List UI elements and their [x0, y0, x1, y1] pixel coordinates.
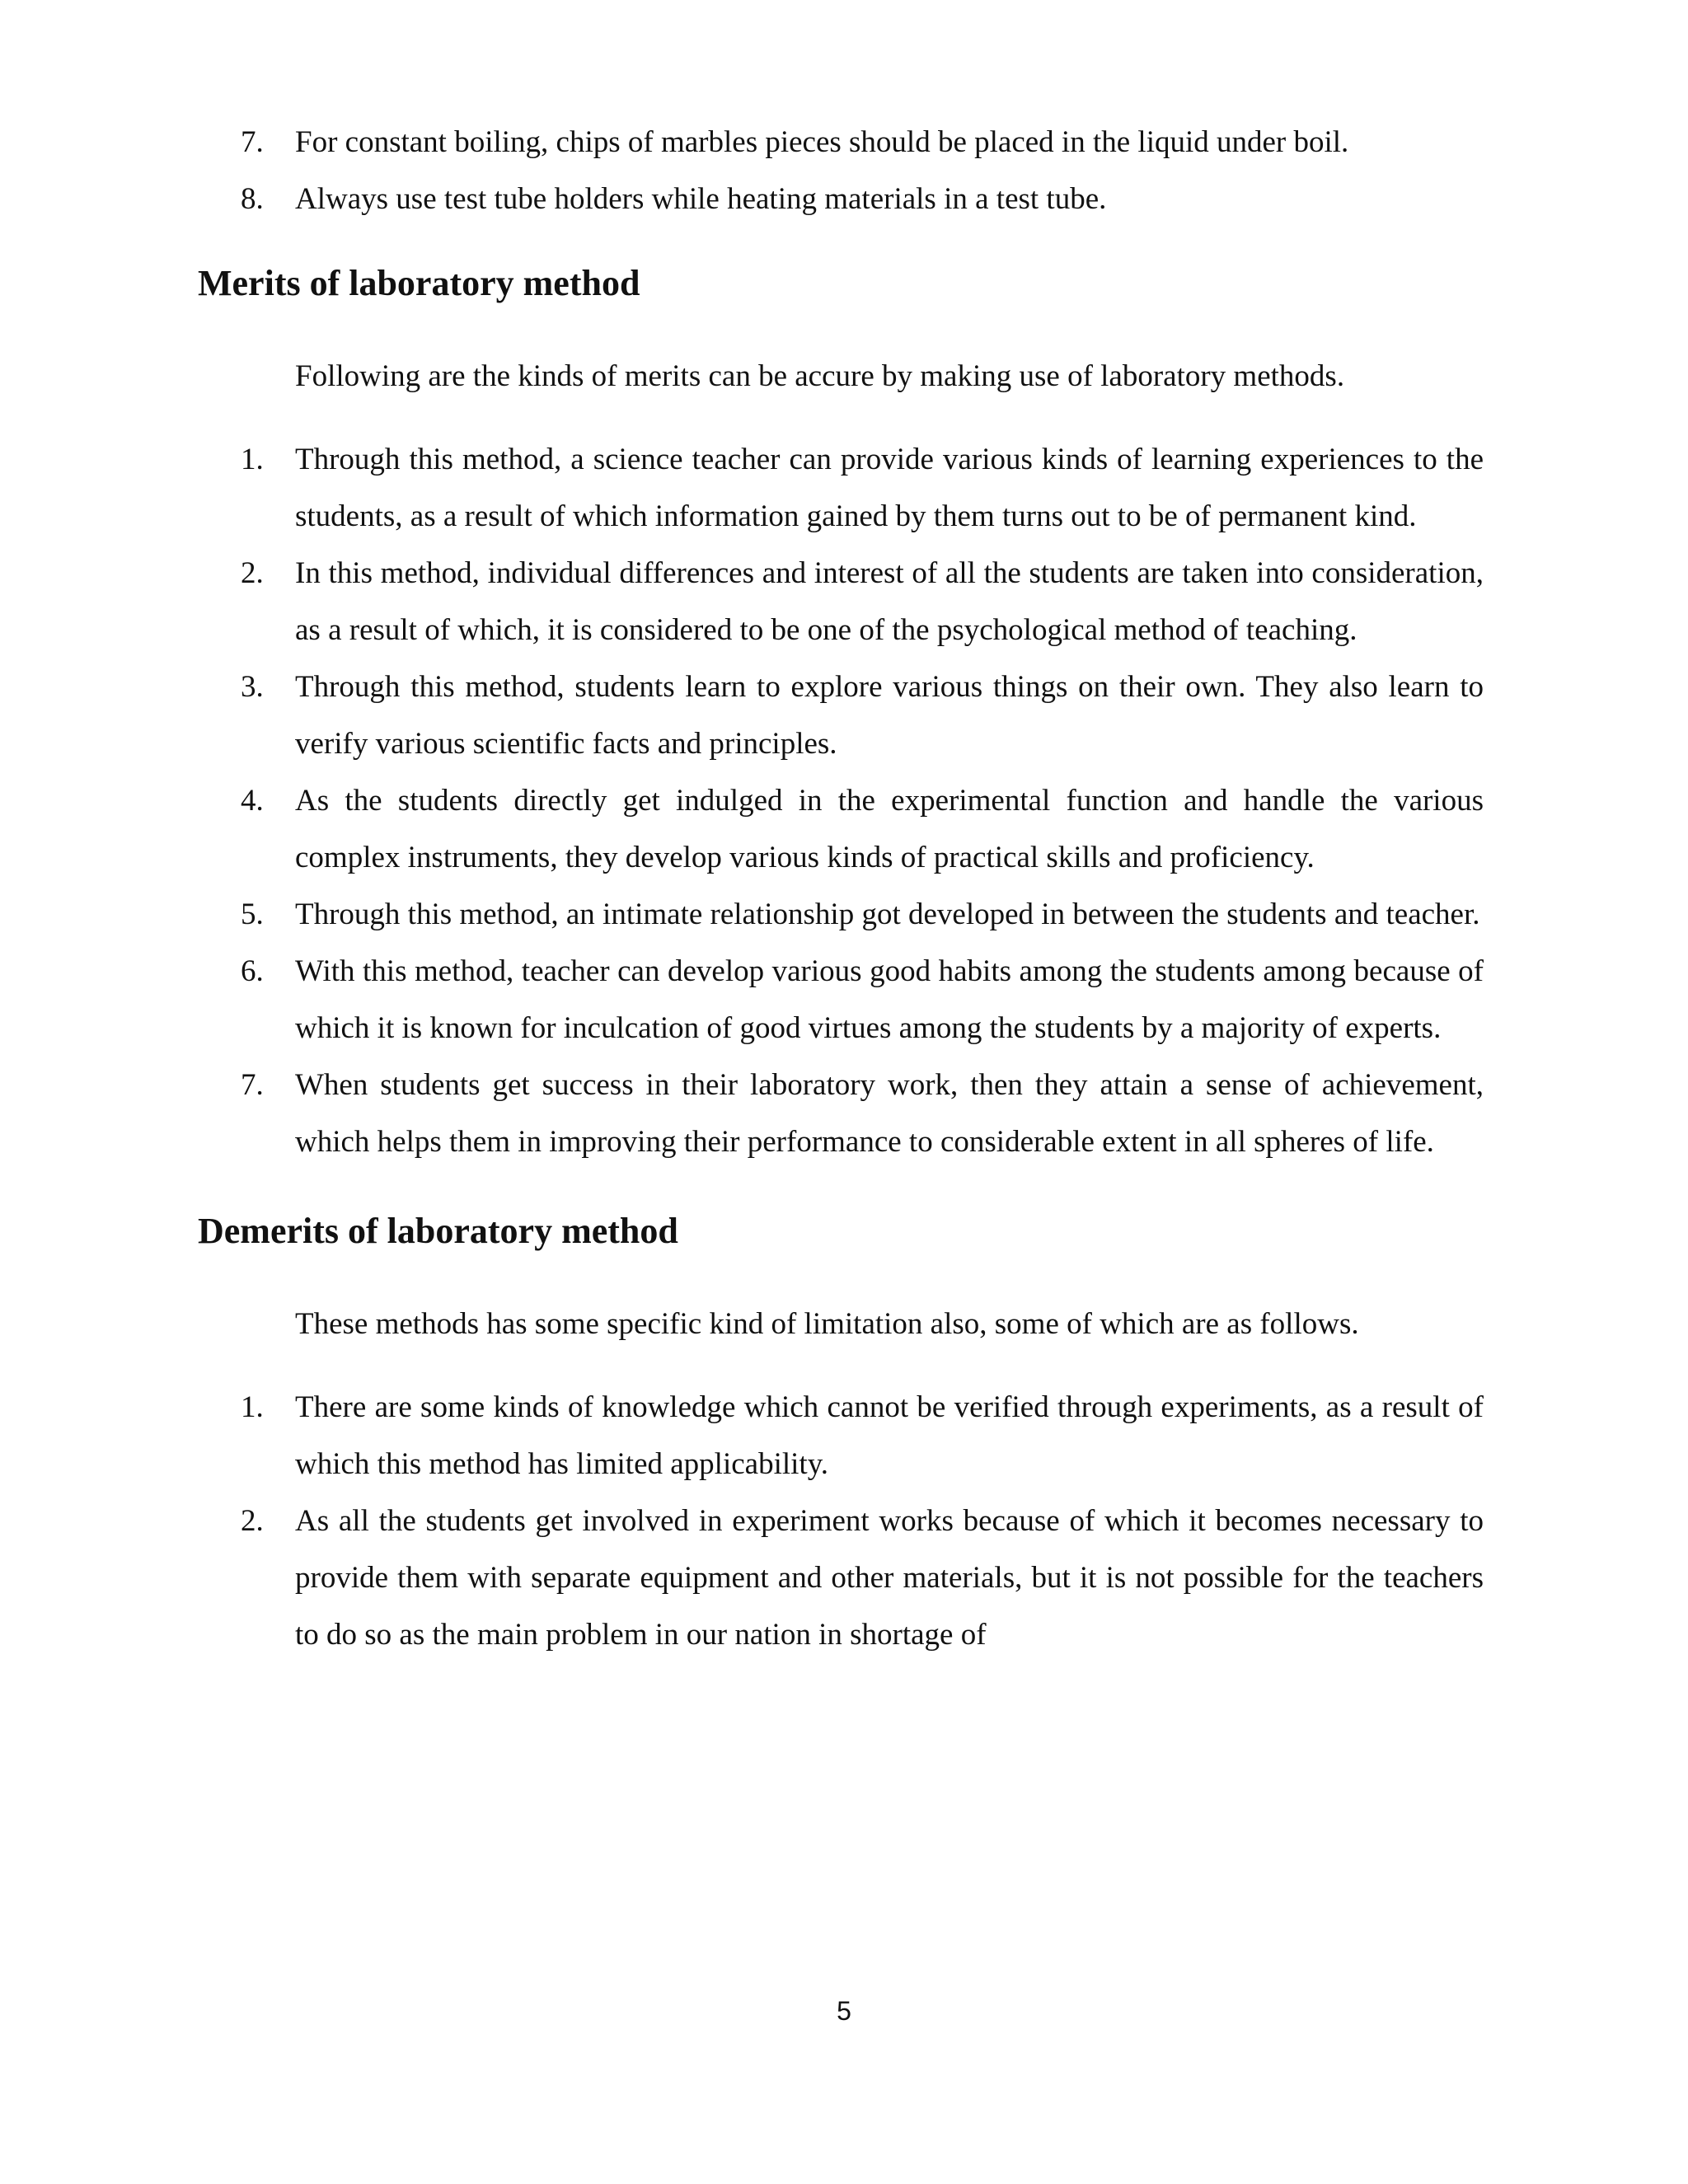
list-text: In this method, individual differences and interest of all the students are taken into consideration, as a result of which, it is considered to be one of the psychological method of teaching.	[295, 556, 1484, 647]
list-number: 1.	[241, 443, 264, 476]
precautions-list-continued	[198, 114, 1484, 227]
list-item	[198, 1057, 1484, 1170]
list-text: When students get success in their laboratory work, then they attain a sense of achievement, which helps them in improving their performance to considerable extent in all spheres of life.	[295, 1068, 1484, 1159]
list-item	[198, 772, 1484, 886]
list-number: 7.	[241, 125, 264, 159]
list-number: 1.	[241, 1390, 264, 1424]
demerits-intro: These methods has some specific kind of limitation also, some of which are as follows.	[295, 1307, 1359, 1341]
list-text: As the students directly get indulged in the experimental function and handle the various complex instruments, they develop various kinds of practical skills and proficiency.	[295, 784, 1484, 874]
list-number: 3.	[241, 670, 264, 704]
list-item	[198, 658, 1484, 772]
merits-list	[198, 431, 1484, 1170]
list-number: 2.	[241, 1504, 264, 1538]
list-number: 8.	[241, 182, 264, 216]
list-number: 7.	[241, 1068, 264, 1102]
merits-heading: Merits of laboratory method	[198, 263, 640, 303]
list-number: 4.	[241, 784, 264, 818]
list-text: As all the students get involved in experiment works because of which it becomes necessary to provide them with separate equipment and other materials, but it is not possible for the teachers to do so as the main problem in our nation in shortage of	[295, 1504, 1484, 1652]
list-item	[198, 943, 1484, 1057]
list-text: With this method, teacher can develop various good habits among the students among because of which it is known for inculcation of good virtues among the students by a majority of experts.	[295, 954, 1484, 1045]
list-text: For constant boiling, chips of marbles pieces should be placed in the liquid under boil.	[295, 125, 1349, 159]
list-number: 2.	[241, 556, 264, 590]
page-content	[198, 114, 1484, 1663]
list-item	[198, 886, 1484, 943]
list-item	[198, 1379, 1484, 1493]
list-number: 5.	[241, 898, 264, 931]
demerits-heading: Demerits of laboratory method	[198, 1211, 678, 1251]
list-item	[198, 114, 1484, 171]
list-text: Through this method, students learn to explore various things on their own. They also learn to verify various scientific facts and principles.	[295, 670, 1484, 761]
list-item	[198, 545, 1484, 658]
list-text: Through this method, a science teacher can provide various kinds of learning experiences to the students, as a result of which information gained by them turns out to be of permanent kind.	[295, 443, 1484, 533]
merits-intro: Following are the kinds of merits can be accure by making use of laboratory methods.	[295, 359, 1345, 393]
page-number: 5	[837, 1996, 851, 2026]
list-item	[198, 171, 1484, 227]
list-item	[198, 431, 1484, 545]
list-item	[198, 1493, 1484, 1663]
list-text: Through this method, an intimate relationship got developed in between the students and teacher.	[295, 898, 1480, 931]
list-number: 6.	[241, 954, 264, 988]
demerits-list	[198, 1379, 1484, 1663]
list-text: There are some kinds of knowledge which cannot be verified through experiments, as a result of which this method has limited applicability.	[295, 1390, 1484, 1481]
list-text: Always use test tube holders while heating materials in a test tube.	[295, 182, 1107, 216]
